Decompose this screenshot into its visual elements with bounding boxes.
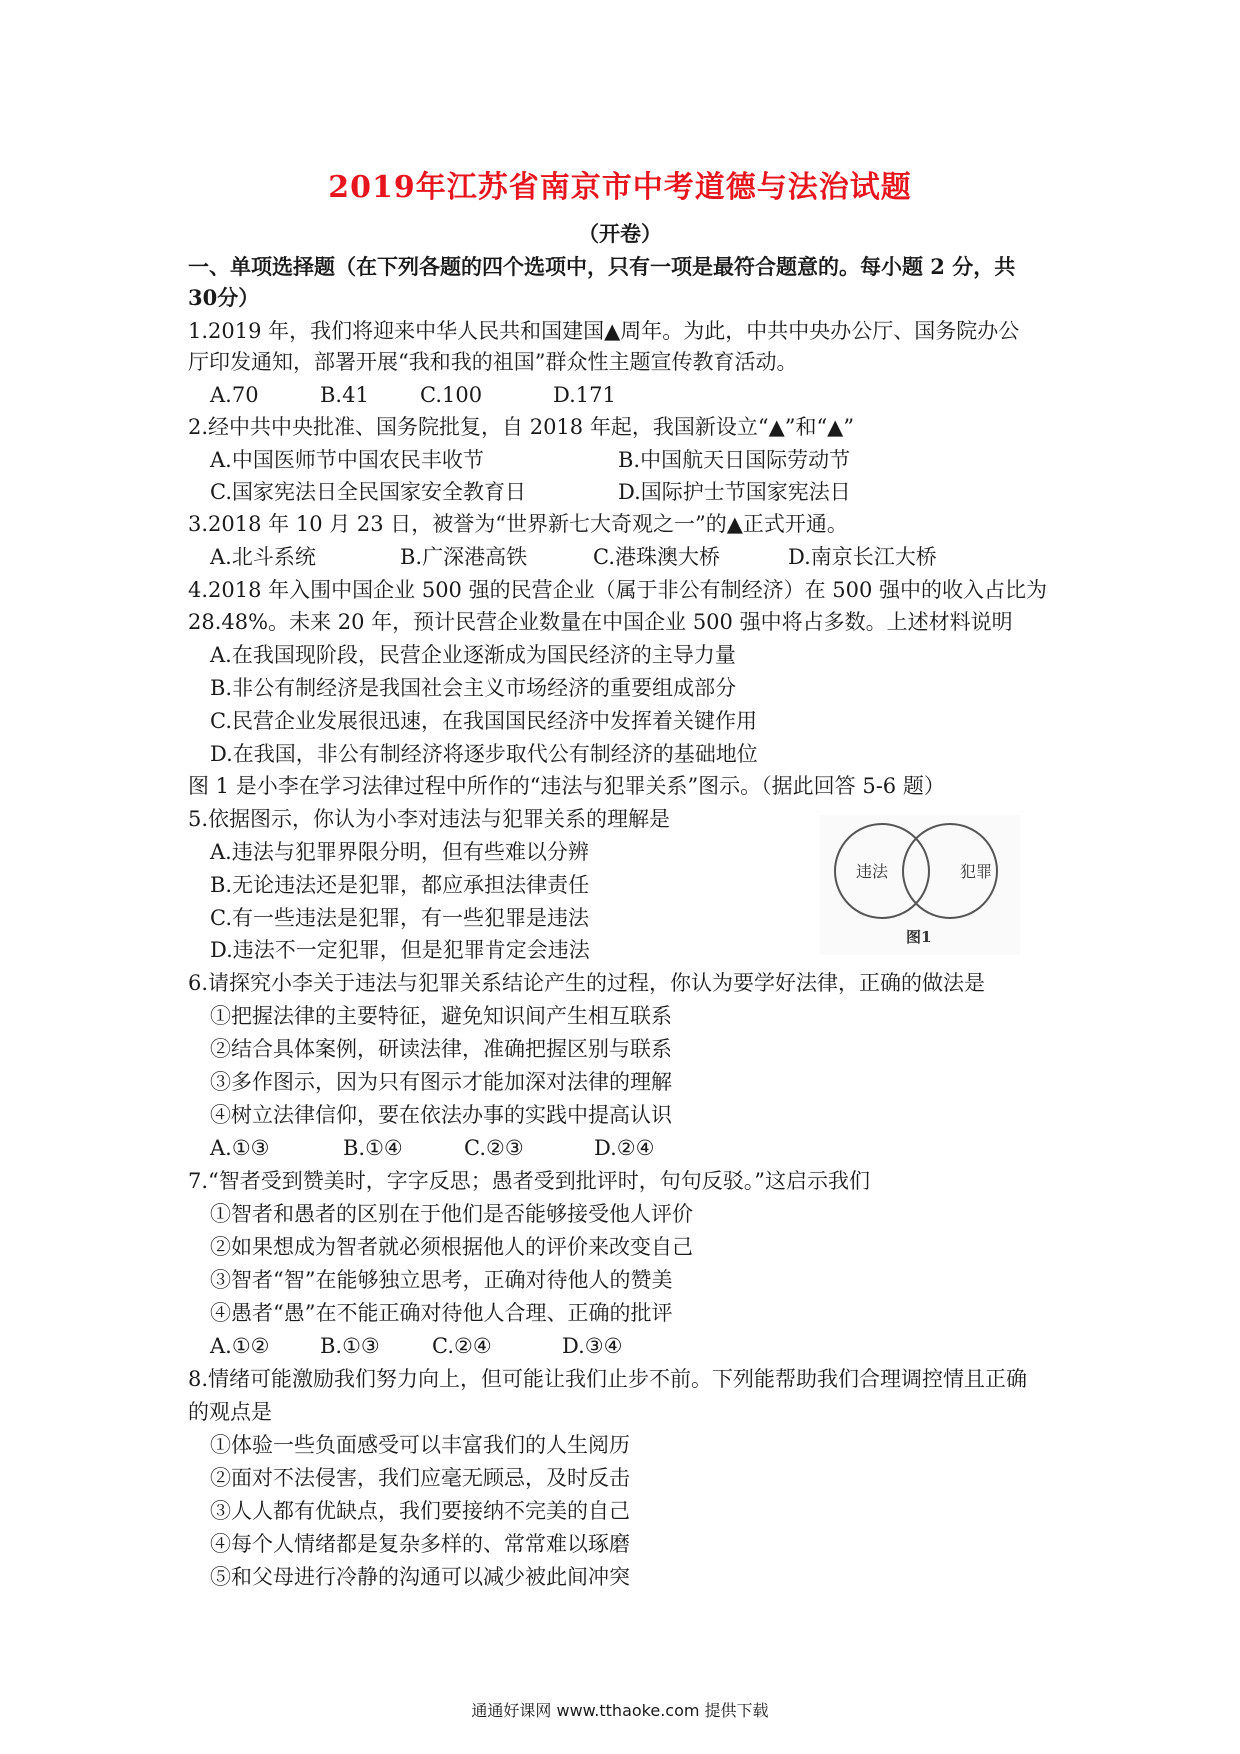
q7-item-4: ④愚者“愚”在不能正确对待他人合理、正确的批评 [210, 1301, 673, 1325]
figure-caption: 图1 [906, 928, 932, 946]
q1-option-d: D.171 [553, 383, 616, 407]
q8-stem: 8.情绪可能激励我们努力向上，但可能让我们止步不前。下列能帮助我们合理调控情且正确 [188, 1367, 1028, 1391]
q8-item-5: ⑤和父母进行冷静的沟通可以减少被此间冲突 [210, 1565, 630, 1589]
q1-option-a: A.70 [210, 383, 259, 407]
q3-option-d: D.南京长江大桥 [788, 545, 937, 569]
q6-item-1: ①把握法律的主要特征，避免知识间产生相互联系 [210, 1004, 672, 1028]
q4-option-d: D.在我国，非公有制经济将逐步取代公有制经济的基础地位 [210, 742, 758, 766]
q5-option-d: D.违法不一定犯罪，但是犯罪肯定会违法 [210, 938, 590, 962]
page-title: 2019年江苏省南京市中考道德与法治试题 [328, 170, 912, 205]
q3-option-b: B.广深港高铁 [400, 545, 528, 569]
q3-option-c: C.港珠澳大桥 [593, 545, 720, 569]
q5-option-c: C.有一些违法是犯罪，有一些犯罪是违法 [210, 906, 589, 930]
q4-option-c: C.民营企业发展很迅速，在我国国民经济中发挥着关键作用 [210, 709, 757, 733]
venn-label-left: 违法 [856, 862, 889, 881]
q8-item-2: ②面对不法侵害，我们应毫无顾忌，及时反击 [210, 1466, 630, 1490]
page-subtitle: （开卷） [578, 221, 662, 246]
q6-option-c: C.②③ [464, 1136, 524, 1160]
q7-option-c: C.②④ [432, 1334, 492, 1358]
q6-option-a: A.①③ [210, 1136, 270, 1160]
q5-option-b: B.无论违法还是犯罪，都应承担法律责任 [210, 873, 590, 897]
q3-stem: 3.2018 年 10 月 23 日，被誉为“世界新七大奇观之一”的▲正式开通。 [188, 512, 848, 536]
q4-stem: 4.2018 年入围中国企业 500 强的民营企业（属于非公有制经济）在 500 强中的收入占比为 [188, 578, 1048, 602]
page-footer: 通通好课网 www.tthaoke.com 提供下载 [471, 1701, 769, 1720]
q8-item-4: ④每个人情绪都是复杂多样的、常常难以琢磨 [210, 1532, 630, 1556]
q7-option-a: A.①② [210, 1334, 270, 1358]
section-heading-cont: 30分） [188, 285, 260, 310]
q6-item-4: ④树立法律信仰，要在依法办事的实践中提高认识 [210, 1103, 672, 1127]
q4-option-b: B.非公有制经济是我国社会主义市场经济的重要组成部分 [210, 676, 737, 700]
q1-stem: 1.2019 年，我们将迎来中华人民共和国建国▲周年。为此，中共中央办公厅、国务院办公 [188, 319, 1020, 343]
figure-1-venn-diagram [820, 815, 1020, 955]
q6-item-2: ②结合具体案例，研读法律，准确把握区别与联系 [210, 1037, 672, 1061]
q1-stem-cont: 厅印发通知，部署开展“我和我的祖国”群众性主题宣传教育活动。 [188, 350, 798, 374]
venn-label-right: 犯罪 [960, 862, 993, 881]
q2-option-c: C.国家宪法日全民国家安全教育日 [210, 480, 526, 504]
q1-option-b: B.41 [320, 383, 369, 407]
q7-item-3: ③智者“智”在能够独立思考，正确对待他人的赞美 [210, 1268, 673, 1292]
q7-stem: 7.“智者受到赞美时，字字反思；愚者受到批评时，句句反驳。”这启示我们 [188, 1169, 871, 1193]
q7-option-d: D.③④ [562, 1334, 623, 1358]
section-heading: 一、单项选择题（在下列各题的四个选项中，只有一项是最符合题意的。每小题 2 分，共 [188, 254, 1016, 279]
q2-option-a: A.中国医师节中国农民丰收节 [210, 448, 484, 472]
q7-option-b: B.①③ [320, 1334, 380, 1358]
q8-stem-cont: 的观点是 [188, 1400, 272, 1424]
q7-item-1: ①智者和愚者的区别在于他们是否能够接受他人评价 [210, 1202, 693, 1226]
q3-option-a: A.北斗系统 [210, 545, 316, 569]
q2-option-d: D.国际护士节国家宪法日 [618, 480, 851, 504]
q8-item-1: ①体验一些负面感受可以丰富我们的人生阅历 [210, 1433, 630, 1457]
q2-option-b: B.中国航天日国际劳动节 [618, 448, 851, 472]
q2-stem: 2.经中共中央批准、国务院批复，自 2018 年起，我国新设立“▲”和“▲” [188, 415, 855, 439]
q1-option-c: C.100 [420, 383, 483, 407]
q5-option-a: A.违法与犯罪界限分明，但有些难以分辨 [210, 840, 589, 864]
q8-item-3: ③人人都有优缺点，我们要接纳不完美的自己 [210, 1499, 630, 1523]
q6-option-d: D.②④ [594, 1136, 655, 1160]
q6-option-b: B.①④ [343, 1136, 403, 1160]
q5-stem: 5.依据图示，你认为小李对违法与犯罪关系的理解是 [188, 807, 671, 831]
venn-svg [820, 815, 1020, 955]
q6-item-3: ③多作图示，因为只有图示才能加深对法律的理解 [210, 1070, 672, 1094]
q4-stem-cont: 28.48%。未来 20 年，预计民营企业数量在中国企业 500 强中将占多数。上述材料说明 [188, 610, 1013, 634]
intro-5-6: 图 1 是小李在学习法律过程中所作的“违法与犯罪关系”图示。（据此回答 5-6 题） [188, 774, 945, 798]
q4-option-a: A.在我国现阶段，民营企业逐渐成为国民经济的主导力量 [210, 643, 736, 667]
q6-stem: 6.请探究小李关于违法与犯罪关系结论产生的过程，你认为要学好法律，正确的做法是 [188, 971, 986, 995]
q7-item-2: ②如果想成为智者就必须根据他人的评价来改变自己 [210, 1235, 693, 1259]
